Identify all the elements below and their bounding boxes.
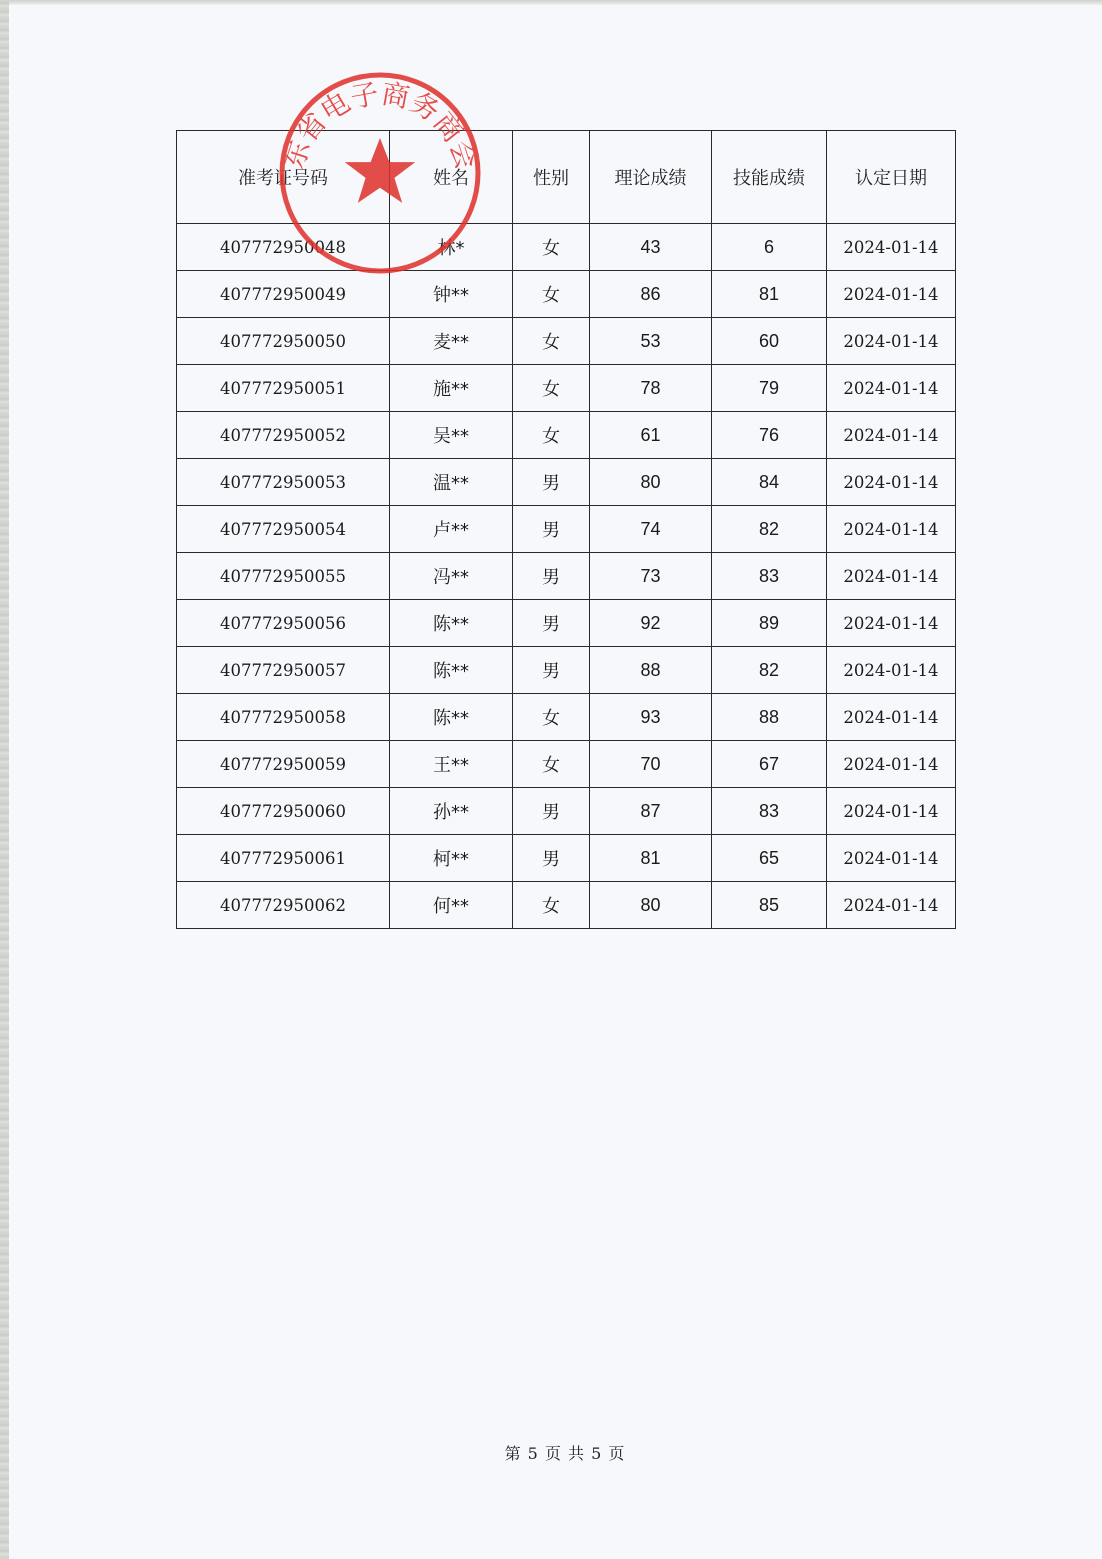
cell-date: 2024-01-14 [827,271,956,318]
table-row [177,365,956,412]
score-table [176,130,956,929]
cell-skill-score: 76 [712,412,827,459]
cell-exam-id: 407772950057 [177,647,390,694]
cell-name: 王** [390,741,513,788]
cell-skill-score: 65 [712,835,827,882]
cell-skill-score: 60 [712,318,827,365]
table-row [177,553,956,600]
page-number: 第 5 页 共 5 页 [504,1444,626,1463]
cell-theory-score: 80 [590,882,712,929]
cell-exam-id: 407772950048 [177,224,390,271]
seal-text: 东省电子商务商会 [277,76,483,174]
table-row [177,318,956,365]
cell-theory-score: 53 [590,318,712,365]
table-row [177,835,956,882]
cell-date: 2024-01-14 [827,835,956,882]
cell-exam-id: 407772950053 [177,459,390,506]
cell-exam-id: 407772950059 [177,741,390,788]
cell-name: 陈** [390,694,513,741]
cell-exam-id: 407772950056 [177,600,390,647]
cell-exam-id: 407772950050 [177,318,390,365]
cell-date: 2024-01-14 [827,318,956,365]
header-theory-score: 理论成绩 [590,131,712,224]
cell-theory-score: 74 [590,506,712,553]
table-row [177,600,956,647]
cell-name: 冯** [390,553,513,600]
cell-date: 2024-01-14 [827,365,956,412]
cell-theory-score: 78 [590,365,712,412]
cell-exam-id: 407772950054 [177,506,390,553]
cell-date: 2024-01-14 [827,600,956,647]
header-date: 认定日期 [827,131,956,224]
cell-gender: 女 [513,318,590,365]
cell-gender: 男 [513,788,590,835]
cell-theory-score: 93 [590,694,712,741]
table-row [177,882,956,929]
table-row [177,224,956,271]
cell-date: 2024-01-14 [827,882,956,929]
cell-date: 2024-01-14 [827,459,956,506]
cell-date: 2024-01-14 [827,412,956,459]
cell-exam-id: 407772950061 [177,835,390,882]
cell-skill-score: 84 [712,459,827,506]
cell-name: 陈** [390,600,513,647]
cell-gender: 女 [513,365,590,412]
cell-exam-id: 407772950060 [177,788,390,835]
cell-name: 陈** [390,647,513,694]
cell-exam-id: 407772950052 [177,412,390,459]
cell-date: 2024-01-14 [827,647,956,694]
cell-date: 2024-01-14 [827,788,956,835]
cell-date: 2024-01-14 [827,224,956,271]
cell-gender: 男 [513,459,590,506]
cell-theory-score: 70 [590,741,712,788]
cell-gender: 女 [513,694,590,741]
cell-theory-score: 73 [590,553,712,600]
cell-exam-id: 407772950051 [177,365,390,412]
table-row [177,788,956,835]
cell-gender: 女 [513,882,590,929]
cell-skill-score: 67 [712,741,827,788]
cell-skill-score: 82 [712,506,827,553]
cell-gender: 男 [513,553,590,600]
cell-skill-score: 83 [712,553,827,600]
cell-gender: 男 [513,835,590,882]
table-row [177,694,956,741]
scan-left-edge [0,0,9,1559]
cell-exam-id: 407772950055 [177,553,390,600]
cell-date: 2024-01-14 [827,694,956,741]
cell-name: 麦** [390,318,513,365]
cell-name: 林* [390,224,513,271]
cell-date: 2024-01-14 [827,506,956,553]
scan-top-edge [0,0,1102,5]
cell-theory-score: 87 [590,788,712,835]
cell-theory-score: 92 [590,600,712,647]
cell-theory-score: 86 [590,271,712,318]
cell-exam-id: 407772950062 [177,882,390,929]
table-row [177,271,956,318]
table-row [177,647,956,694]
cell-gender: 女 [513,741,590,788]
table-row [177,412,956,459]
table-body [177,224,956,929]
cell-exam-id: 407772950049 [177,271,390,318]
table-row [177,741,956,788]
cell-theory-score: 43 [590,224,712,271]
cell-gender: 男 [513,506,590,553]
table-row [177,506,956,553]
cell-skill-score: 88 [712,694,827,741]
cell-skill-score: 82 [712,647,827,694]
cell-date: 2024-01-14 [827,741,956,788]
cell-theory-score: 61 [590,412,712,459]
header-skill-score: 技能成绩 [712,131,827,224]
table-row [177,459,956,506]
cell-skill-score: 79 [712,365,827,412]
cell-theory-score: 81 [590,835,712,882]
cell-name: 温** [390,459,513,506]
cell-theory-score: 88 [590,647,712,694]
cell-name: 何** [390,882,513,929]
cell-gender: 男 [513,600,590,647]
cell-gender: 女 [513,271,590,318]
cell-skill-score: 89 [712,600,827,647]
table-header-row [177,131,956,224]
cell-skill-score: 81 [712,271,827,318]
cell-name: 施** [390,365,513,412]
cell-gender: 男 [513,647,590,694]
cell-skill-score: 83 [712,788,827,835]
cell-skill-score: 6 [712,224,827,271]
header-gender: 性别 [513,131,590,224]
header-exam-id: 准考证号码 [177,131,390,224]
cell-gender: 女 [513,412,590,459]
cell-exam-id: 407772950058 [177,694,390,741]
cell-name: 孙** [390,788,513,835]
cell-name: 吴** [390,412,513,459]
cell-name: 钟** [390,271,513,318]
cell-date: 2024-01-14 [827,553,956,600]
cell-skill-score: 85 [712,882,827,929]
header-name: 姓名 [390,131,513,224]
cell-theory-score: 80 [590,459,712,506]
cell-name: 卢** [390,506,513,553]
cell-gender: 女 [513,224,590,271]
cell-name: 柯** [390,835,513,882]
